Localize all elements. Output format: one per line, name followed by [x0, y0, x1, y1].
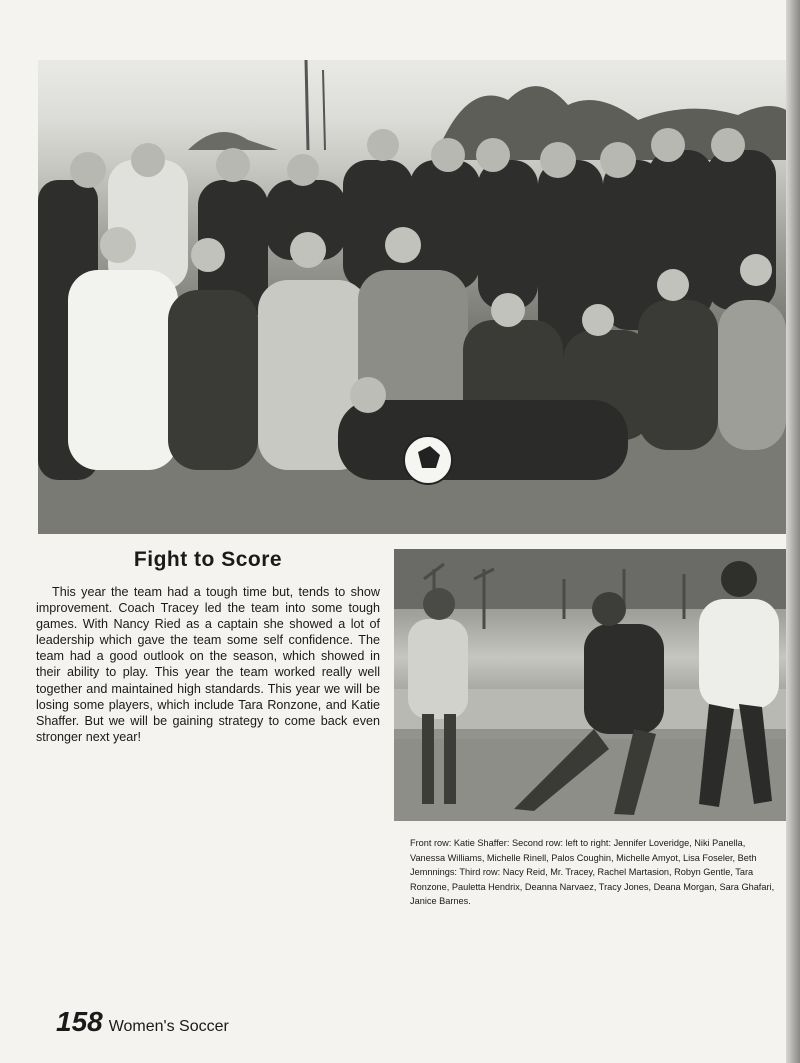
article-body: This year the team had a tough time but, tends to show improvement. Coach Tracey led the team into some tough games. With Nancy Ried as a captain she showed a lot of leadership which gave the team some self confidence. The team had a good outlook on the season, which showed in their ability to play. This year the team worked really well together and maintained high standards. This year we will be losing some players, which include Tara Ronzone, and Katie Shaffer. But we will be gaining strategy to come back even stronger next year!: [36, 585, 380, 744]
team-photo: [38, 60, 786, 534]
article-title: Fight to Score: [133, 548, 283, 571]
action-photo-art: [394, 549, 786, 821]
action-photo: [394, 549, 786, 821]
page-footer: [56, 1006, 229, 1038]
team-photo-art: [38, 60, 786, 534]
page-edge: [786, 0, 800, 1063]
photo-caption: Front row: Katie Shaffer: Second row: left to right: Jennifer Loveridge, Niki Panella, Vanessa Williams, Michelle Rinell, Palos Coughin, Michelle Amyot, Lisa Foseler, Beth Jemnnings: Third row: Nacy Reid, Mr. Tracey, Rachel Martasion, Robyn Gentle, Tara Ronzone, Pauletta Hendrix, Deanna Narvaez, Tracy Jones, Deana Morgan, Sara Ghafari, Janice Barnes.: [410, 838, 775, 907]
page-number: 158: [56, 1006, 103, 1037]
section-name: Women's Soccer: [108, 1018, 229, 1035]
